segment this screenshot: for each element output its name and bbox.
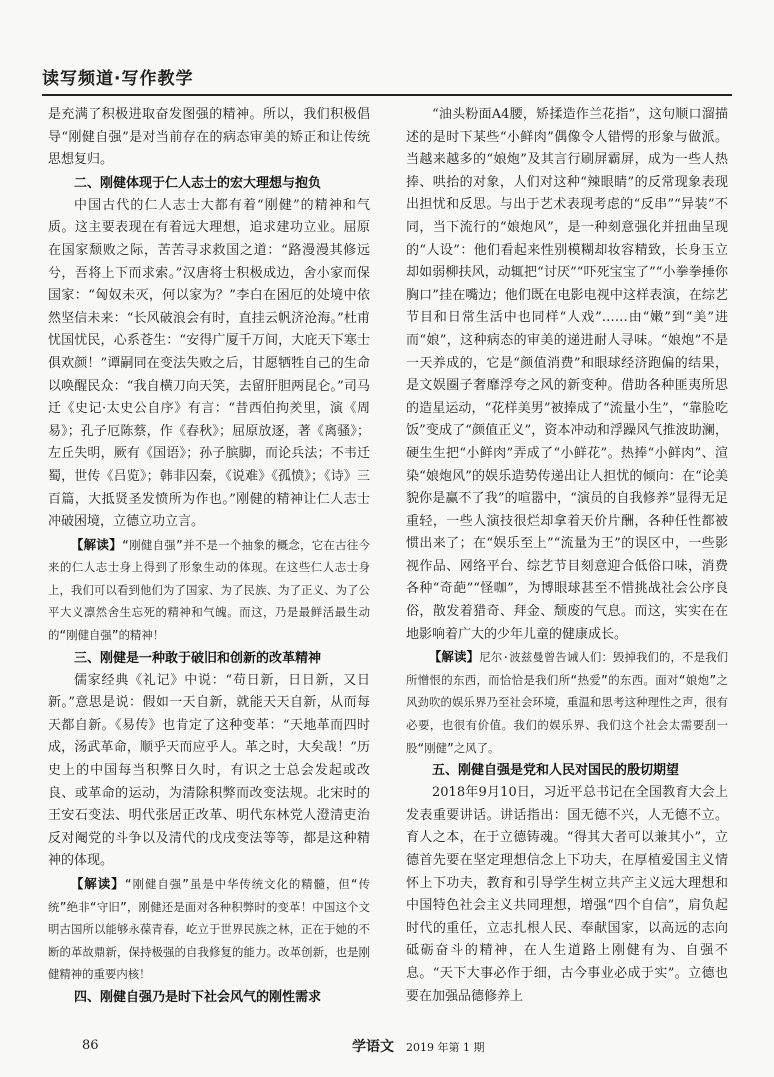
interpretation-note [48,873,370,986]
section-heading-5: 五、刚健自强是党和人民对国民的殷切期望 [432,763,680,779]
paragraph: 是充满了积极进取奋发图强的精神。所以，我们积极倡导“刚健自强”是对当前存在的病态审美的矫正和让传统思想复归。 [48,107,370,168]
note-text: “刚健自强”并不是一个抽象的概念，它在古往今来的仁人志士身上得到了形象生动的体现。在这些仁人志士身上，我们可以看到他们为了国家、为了民族、为了正义、为了公平大义凛然舍生忘死的精神和气魄。而这，乃是最鲜活最生动的“刚健自强”的精神！ [48,537,370,643]
paragraph: 儒家经典《礼记》中说：“苟日新，日日新，又日新。”意思是说：假如一天自新，就能天天自新，从而每天都自新。《易传》也肯定了这种变革：“天地革而四时成，汤武革命，顺乎天而应乎人。革之时，大矣哉！”历史上的中国每当积弊日久时，有识之士总会发起或改良、或革命的运动，为清除积弊而改变法规。北宋时的王安石变法、明代张居正改革、明代东林党人澄清吏治反对阉党的斗争以及清代的戊戌变法等等，都是这种精神的体现。 [48,672,370,869]
left-column [48,104,370,1024]
page-footer [42,1038,732,1062]
section-heading-4: 四、刚健自强乃是时下社会风气的刚性需求 [74,989,322,1005]
note-text: 尼尔·波兹曼曾告诫人们：毁掉我们的，不是我们所憎恨的东西，而恰恰是我们所“热爱”的东西。面对“娘炮”之风劲吹的娱乐界乃至社会环境，重温和思考这种理性之声，很有必要，也很有价值。我们的娱乐界、我们这个社会太需要刮一股“刚健”之风了。 [406,650,728,755]
section-heading-2: 二、刚健体现于仁人志士的宏大理想与抱负 [74,175,322,191]
header-rule [42,94,732,96]
interpretation-note [406,646,728,759]
section-title: 读写频道·写作教学 [42,69,194,89]
paragraph: 2018年9月10日，习近平总书记在全国教育大会上发表重要讲话。讲话指出：国无德不兴，人无德不立。育人之本，在于立德铸魂。“得其大者可以兼其小”，立德首先要在坚定理想信念上下功夫，在厚植爱国主义情怀上下功夫，教育和引导学生树立共产主义远大理想和中国特色社会主义共同理想，增强“四个自信”，肩负起时代的重任，立志扎根人民、奉献国家，以高远的志向砥砺奋斗的精神，在人生道路上刚健有为、自强不息。“天下大事必作于细，古今事业必成于实”。立德也要在加强品德修养上 [406,785,728,1004]
page-number: 86 [82,1038,99,1053]
note-tag: 【解读】 [70,536,123,552]
journal-name: 学语文 [352,1039,394,1055]
note-text: “刚健自强”虽是中华传统文化的精髓，但“传统”绝非“守旧”，刚健还是面对各种积弊时的变革！中国这个文明古国所以能够永葆青春，屹立于世界民族之林，正在于她的不断的革故鼎新，保持极强的自我修复的能力。改革创新，也是刚健精神的重要内核！ [48,877,370,982]
note-tag: 【解读】 [428,649,480,665]
paragraph: 中国古代的仁人志士大都有着“刚健”的精神和气质。这主要表现在有着远大理想，追求建功立业。屈原在国家颓败之际，苦苦寻求救国之道：“路漫漫其修远兮，吾将上下而求索。”汉唐将士积极成边，舍小家而保国家：“匈奴未灭，何以家为？”李白在困厄的处境中依然坚信未来：“长风破浪会有时，直挂云帆济沧海。”杜甫忧国忧民，心系苍生：“安得广厦千万间，大庇天下寒士俱欢颜！”谭嗣同在变法失败之后，甘愿牺牲自己的生命以唤醒民众：“我自横刀向天笑，去留肝胆两昆仑。”司马迁《史记·太史公自序》有言：“昔西伯拘羑里，演《周易》；孔子厄陈蔡，作《春秋》；屈原放逐，著《离骚》；左丘失明，厥有《国语》；孙子膑脚，而论兵法；不韦迁蜀，世传《吕览》；韩非囚秦，《说难》《孤愤》；《诗》三百篇，大抵贤圣发愤所为作也。”刚健的精神让仁人志士冲破困境，立德立功立言。 [48,197,370,530]
page-header [42,62,732,102]
note-tag: 【解读】 [70,876,125,891]
paragraph: “油头粉面A4腰，矫揉造作兰花指”，这句顺口溜描述的是时下某些“小鲜肉”偶像令人错愕的形象与做派。当越来越多的“娘炮”及其言行刷屏霸屏，成为一些人热捧、哄抬的对象，人们对这种“辣眼睛”的反常现象表现出担忧和反思。与出于艺术表现考虑的“反串”“异装”不同，当下流行的“娘炮风”，是一种刻意强化并扭曲呈现的“人设”：他们看起来性别模糊却妆容精致，长身玉立却如弱柳扶风，动辄把“讨厌”“吓死宝宝了”“小拳拳捶你胸口”挂在嘴边；他们既在电影电视中这样表演，在综艺节目和日常生活中也同样“人戏”……由“嫩”到“美”进而“娘”，这种病态的审美的递进耐人寻味。“娘炮”不是一天养成的，它是“颜值消费”和眼球经济跑偏的结果，是文娱圈子奢靡浮夸之风的新变种。借助各种匪夷所思的造星运动，“花样美男”被捧成了“流量小生”，“靠脸吃饭”变成了“颜值正义”，资本冲动和浮躁风气推波助澜，硬生生把“小鲜肉”弄成了“小鲜花”。热捧“小鲜肉”、渲染“娘炮风”的娱乐造势传递出让人担忧的倾向：在“论美貌你是赢不了我”的喧嚣中，“演员的自我修养”显得无足重轻，一些人演技很烂却拿着天价片酬，各种任性都被惯出来了；在“娱乐至上”“流量为王”的误区中，一些影视作品、网络平台、综艺节目刻意迎合低俗口味，消费各种“奇葩”“怪咖”，为博眼球甚至不惜挑战社会公序良俗，散发着猎奇、拜金、颓废的气息。而这，实实在在地影响着广大的少年儿童的健康成长。 [406,107,728,642]
right-column [406,104,728,1024]
issue-label: 2019 年第 1 期 [406,1041,485,1054]
section-heading-3: 三、刚健是一种敢于破旧和创新的改革精神 [74,650,322,666]
interpretation-note [48,534,370,647]
